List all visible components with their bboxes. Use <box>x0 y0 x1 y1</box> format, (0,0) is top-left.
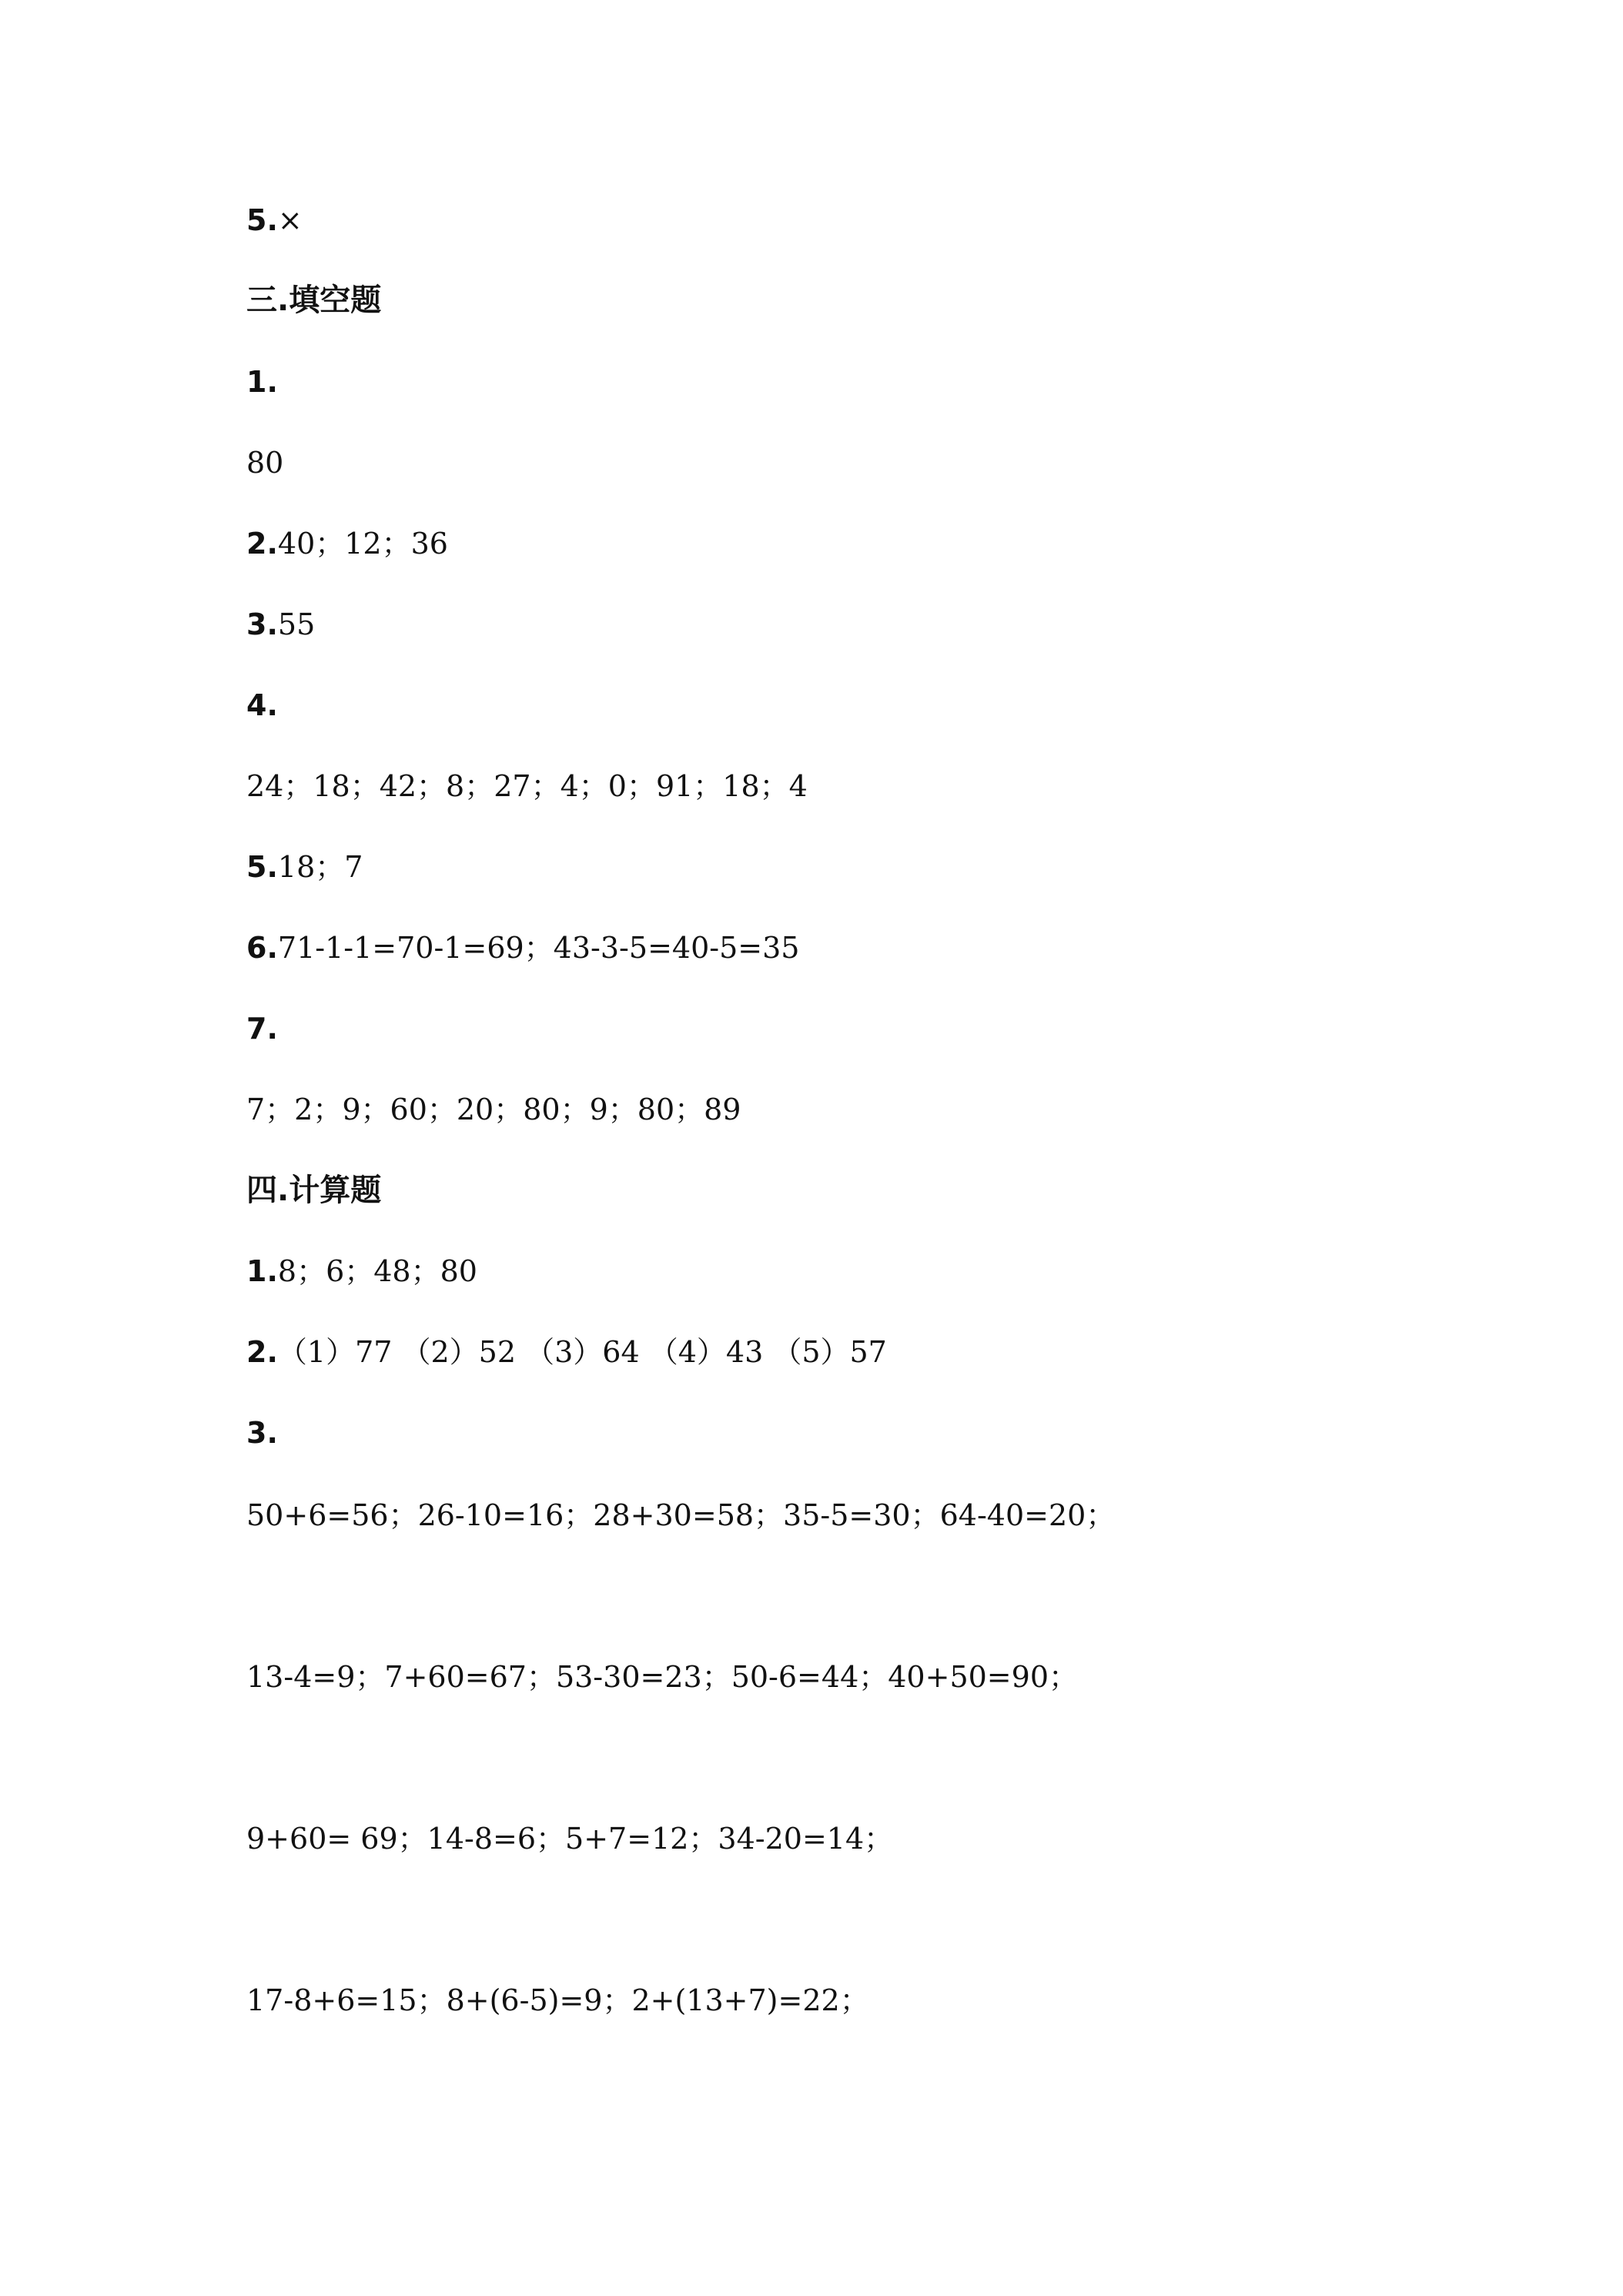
item-number: 1. <box>246 365 278 399</box>
item-number: 1. <box>246 1254 278 1288</box>
item-number: 3. <box>246 607 278 641</box>
answer-line <box>246 1982 869 2019</box>
item-number: 3. <box>246 1416 278 1450</box>
answer-line <box>246 363 278 400</box>
item-number: 7. <box>246 1012 278 1046</box>
answer-line <box>246 1253 477 1290</box>
answer-text: 18；7 <box>277 850 363 884</box>
answer-text: 17-8+6=15；8+(6-5)=9；2+(13+7)=22； <box>246 1983 869 2017</box>
section-heading: 三.填空题 <box>246 283 382 318</box>
item-number: 4. <box>246 688 278 722</box>
answer-text: 8；6；48；80 <box>277 1254 477 1288</box>
answer-line <box>246 202 303 239</box>
answer-line <box>246 1334 887 1371</box>
answer-text: 55 <box>277 607 316 641</box>
answer-line <box>246 768 808 805</box>
answer-text: 7；2；9；60；20；80；9；80；89 <box>246 1093 741 1126</box>
answer-line <box>246 687 278 724</box>
answer-line <box>246 1658 1078 1695</box>
answer-text: × <box>277 203 303 237</box>
answer-line <box>246 606 315 643</box>
item-number: 5. <box>246 850 278 884</box>
answer-line <box>246 444 283 481</box>
answer-line <box>246 848 363 885</box>
answer-text: 13-4=9；7+60=67；53-30=23；50-6=44；40+50=90； <box>246 1660 1078 1694</box>
answer-line <box>246 1414 278 1451</box>
item-number: 6. <box>246 931 278 965</box>
answer-text: 24；18；42；8；27；4；0；91；18；4 <box>246 769 808 803</box>
section-heading: 四.计算题 <box>246 1173 382 1208</box>
answer-text: 80 <box>246 446 284 480</box>
answer-line <box>246 929 799 966</box>
answer-line <box>246 1091 741 1128</box>
answer-text: 50+6=56；26-10=16；28+30=58；35-5=30；64-40=20； <box>246 1498 1116 1532</box>
answer-line <box>246 1497 1115 1534</box>
answer-line <box>246 1010 278 1047</box>
item-number: 2. <box>246 1335 278 1369</box>
item-number: 2. <box>246 527 278 561</box>
answer-line <box>246 1820 893 1857</box>
answer-text: 9+60= 69；14-8=6；5+7=12；34-20=14； <box>246 1822 894 1856</box>
answer-line <box>246 525 448 562</box>
answer-text: 71-1-1=70-1=69；43-3-5=40-5=35 <box>277 931 800 965</box>
answer-text: 40；12；36 <box>277 527 448 561</box>
item-number: 5. <box>246 203 278 237</box>
answer-text: （1）77 （2）52 （3）64 （4）43 （5）57 <box>277 1335 887 1369</box>
